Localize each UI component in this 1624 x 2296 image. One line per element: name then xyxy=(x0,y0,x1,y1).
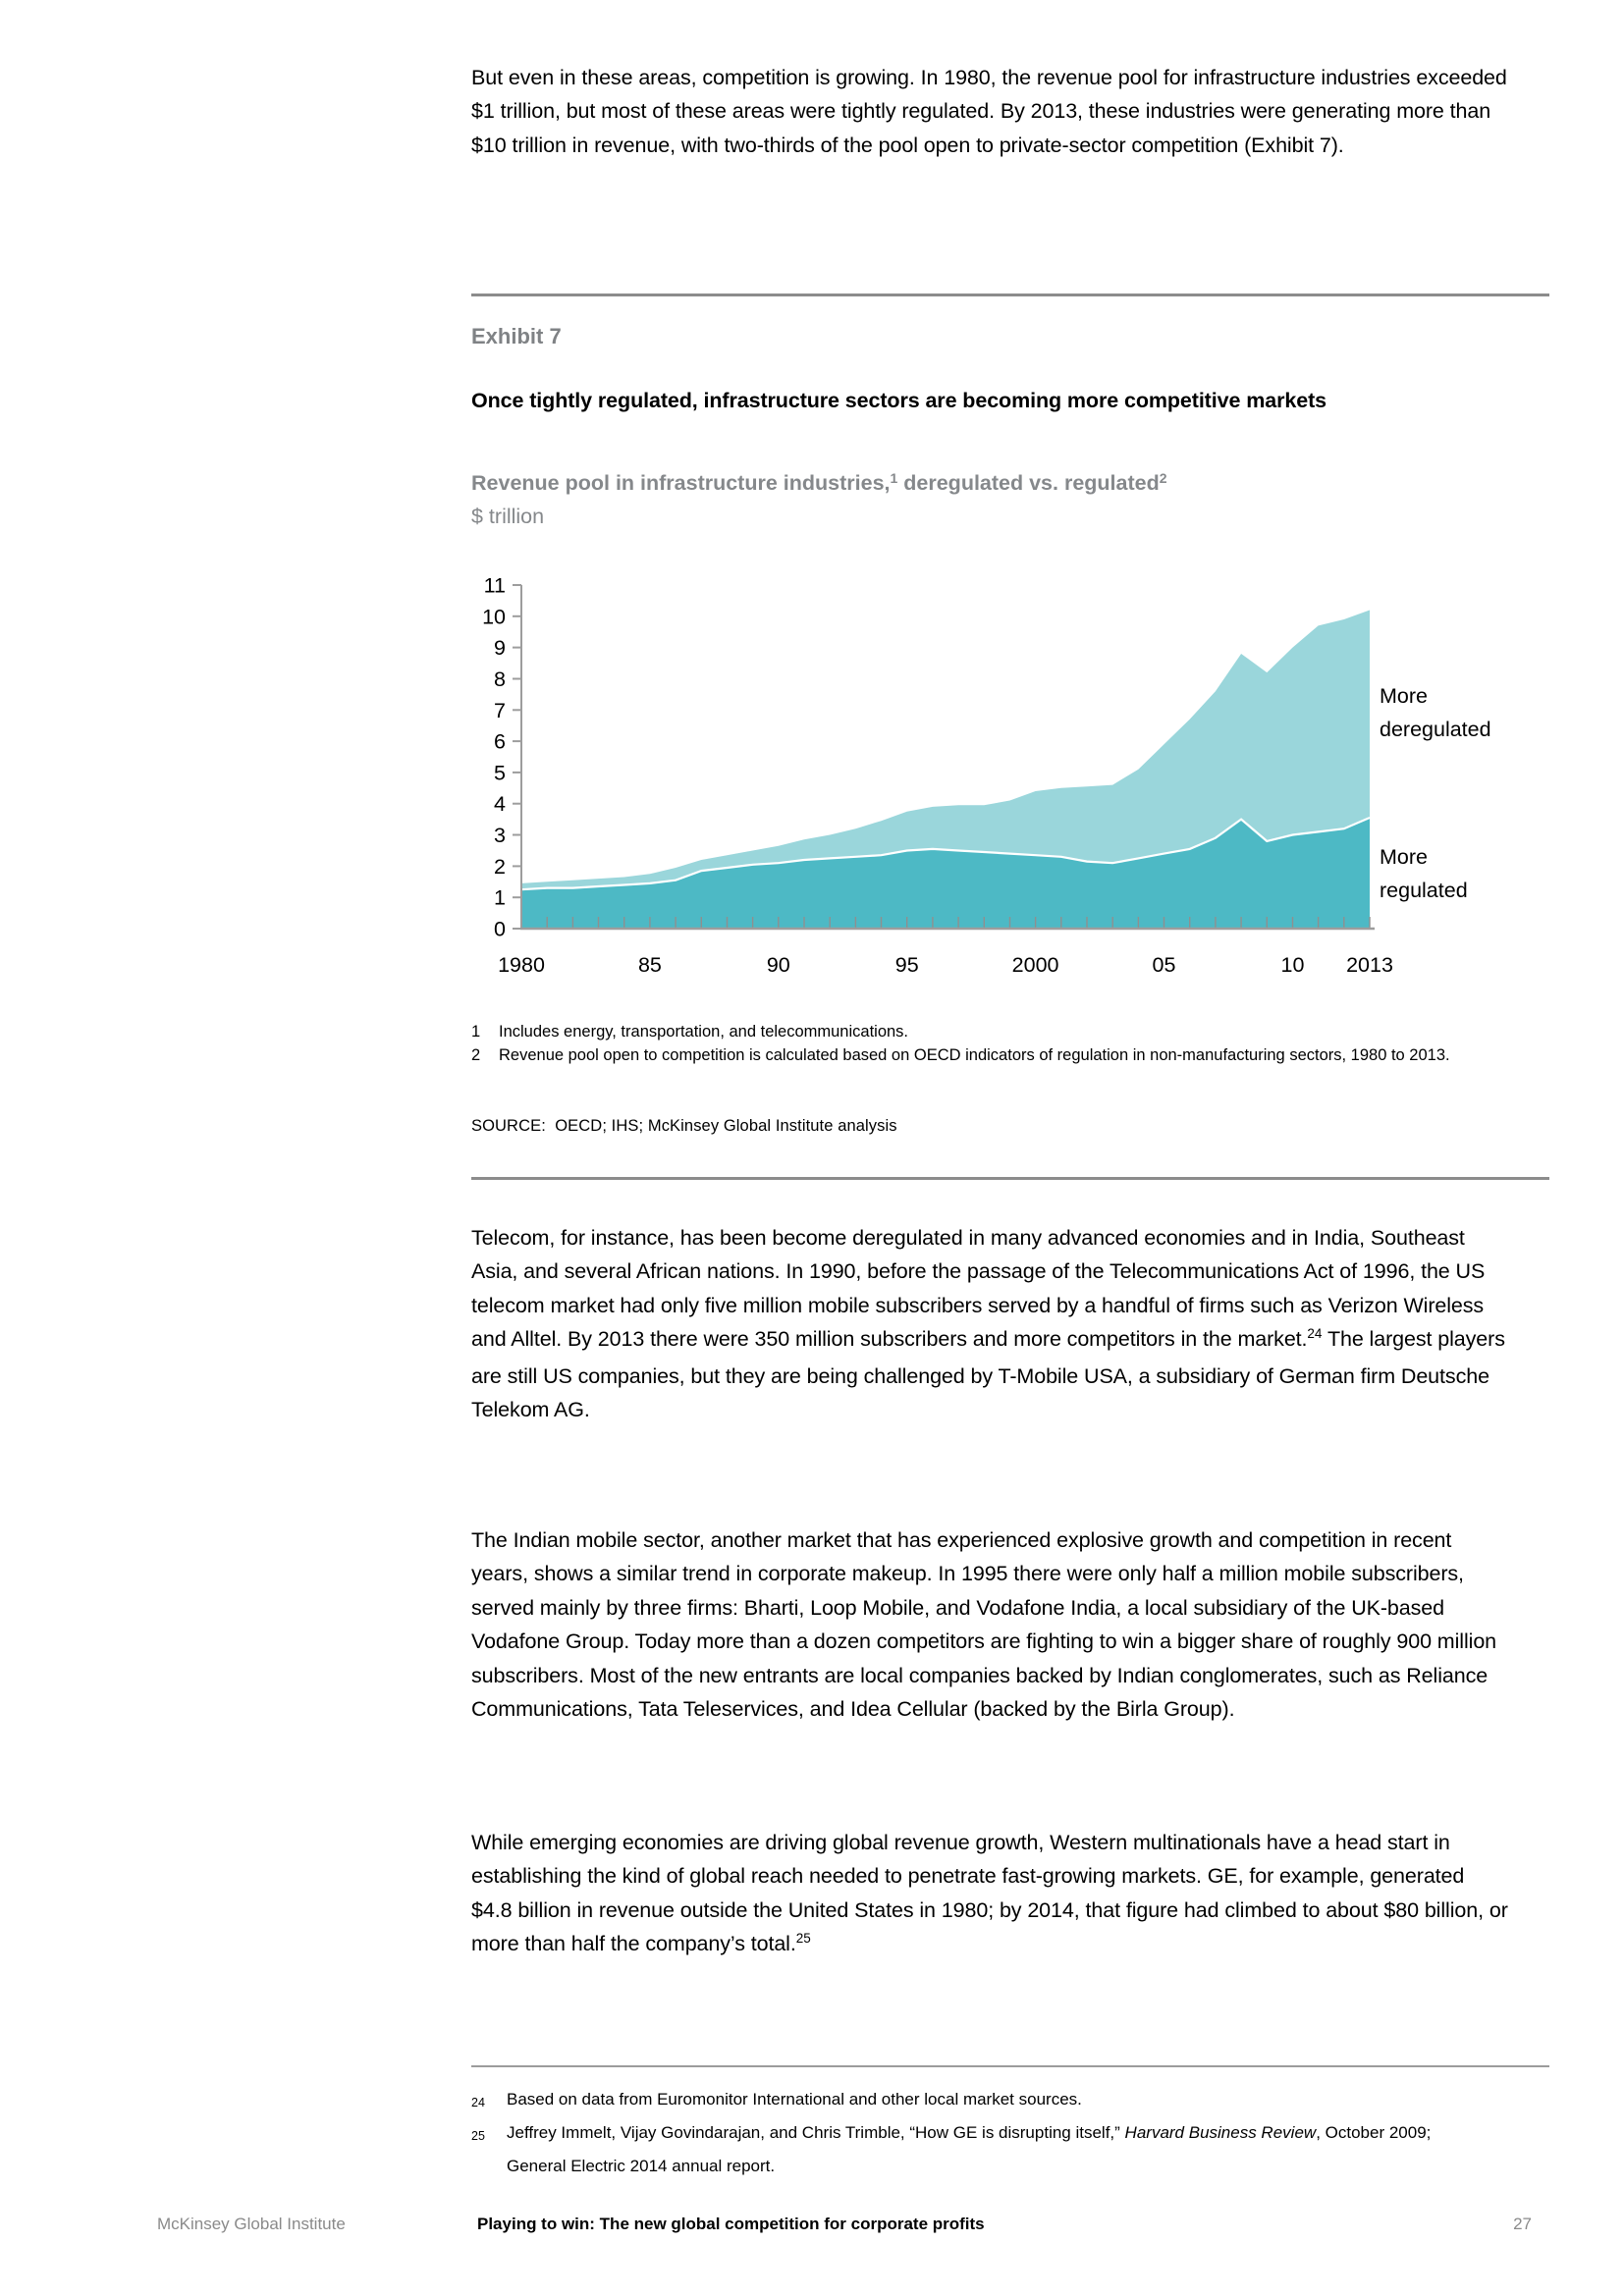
footnote-24-num: 24 xyxy=(471,2096,485,2109)
chart-footnote-1 xyxy=(471,1021,1471,1044)
y-tick-label: 9 xyxy=(494,636,506,661)
y-tick-label: 2 xyxy=(494,854,506,879)
intro-paragraph: But even in these areas, competition is growing. In 1980, the revenue pool for infrastructure industries exceeded $1 trillion, but most of these areas were tightly regulated. By 2013, these industries were generating more than $10 trillion in revenue, with two-thirds of the pool open to private-sector competition (Exhibit 7). xyxy=(471,66,1507,157)
multinationals-paragraph-text: While emerging economies are driving global revenue growth, Western multinationals have a head start in establishing the kind of global reach needed to penetrate fast-growing markets. GE, for example, generated $4.8 billion in revenue outside the United States in 1980; by 2014, that figure had climbed to about $80 billion, or more than half the company’s total. xyxy=(471,1831,1508,1956)
chart-unit-label: $ trillion xyxy=(471,505,545,528)
label-more-deregulated-line2: deregulated xyxy=(1380,718,1491,741)
footnote-marker-24: 24 xyxy=(1307,1326,1323,1342)
y-tick-label: 0 xyxy=(494,917,506,941)
x-tick-label: 05 xyxy=(1152,953,1176,977)
footer-brand: McKinsey Global Institute xyxy=(157,2215,346,2233)
x-tick-label: 95 xyxy=(894,953,919,977)
india-paragraph: The Indian mobile sector, another market that has experienced explosive growth and competition in recent years, shows a similar trend in corporate makeup. In 1995 there were only half a million mobile subscribers, served mainly by three firms: Bharti, Loop Mobile, and Vodafone India, a local subsidiary of the UK-based Vodafone Group. Today more than a dozen competitors are fighting to win a bigger share of roughly 900 million subscribers. Most of the new entrants are local companies backed by Indian conglomerates, such as Reliance Communications, Tata Teleservices, and Idea Cellular (backed by the Birla Group). xyxy=(471,1528,1497,1722)
footer-page-number: 27 xyxy=(1513,2215,1532,2233)
y-tick-label: 1 xyxy=(494,885,506,910)
x-tick-label: 90 xyxy=(766,953,790,977)
label-more-deregulated xyxy=(1380,679,1491,746)
footnote-marker-1: 1 xyxy=(890,470,898,486)
label-more-regulated-line1: More xyxy=(1380,845,1428,869)
chart-subtitle-text2: deregulated vs. regulated xyxy=(897,471,1160,495)
x-tick-label: 10 xyxy=(1280,953,1305,977)
exhibit-label: Exhibit 7 xyxy=(471,324,562,348)
chart-footnote-1-num: 1 xyxy=(471,1023,481,1041)
revenue-chart-svg xyxy=(471,564,1551,996)
footnote-25-text: Jeffrey Immelt, Vijay Govindarajan, and Chris Trimble, “How GE is disrupting itself,” Harvard Business Review, October 2009; General Electric 2014 annual report. xyxy=(507,2123,1432,2175)
x-tick-label: 2000 xyxy=(1011,953,1059,977)
chart-footnote-1-text: Includes energy, transportation, and telecommunications. xyxy=(499,1023,909,1041)
chart-subtitle xyxy=(471,471,1167,496)
footnote-divider xyxy=(471,2065,1549,2067)
footnote-marker-25: 25 xyxy=(795,1931,811,1947)
x-tick-label: 1980 xyxy=(498,953,545,977)
footnote-marker-2: 2 xyxy=(1159,470,1167,486)
y-tick-label: 11 xyxy=(483,573,506,598)
label-more-regulated xyxy=(1380,840,1468,907)
footnote-24-text: Based on data from Euromonitor International and other local market sources. xyxy=(507,2090,1082,2109)
footnote-25 xyxy=(471,2116,1489,2183)
footnote-25-italic: Harvard Business Review xyxy=(1124,2123,1317,2142)
multinationals-paragraph xyxy=(471,1826,1508,1964)
chart-footnote-2 xyxy=(471,1044,1471,1068)
footnote-25-num: 25 xyxy=(471,2129,485,2143)
divider-exhibit-bottom xyxy=(471,1177,1549,1180)
y-tick-label: 6 xyxy=(494,729,506,754)
label-more-regulated-line2: regulated xyxy=(1380,879,1468,902)
chart-footnote-2-num: 2 xyxy=(471,1046,481,1064)
telecom-paragraph xyxy=(471,1221,1508,1426)
y-tick-label: 5 xyxy=(494,761,506,785)
y-tick-label: 3 xyxy=(494,824,506,847)
telecom-paragraph-text: Telecom, for instance, has been become deregulated in many advanced economies and in India, Southeast Asia, and several African nations. In 1990, before the passage of the Telecommunications Act of 1996, the US telecom market had only five million mobile subscribers served by a handful of firms such as Verizon Wireless and Alltel. By 2013 there were 350 million subscribers and more competitors in the market. xyxy=(471,1226,1486,1352)
chart-subtitle-text: Revenue pool in infrastructure industries, xyxy=(471,471,891,495)
y-tick-label: 8 xyxy=(494,667,506,691)
footer-title: Playing to win: The new global competition for corporate profits xyxy=(477,2215,985,2233)
y-tick-label: 10 xyxy=(482,605,506,629)
footnote-24 xyxy=(471,2083,1489,2119)
x-tick-label: 85 xyxy=(637,953,662,977)
x-tick-label: 2013 xyxy=(1346,953,1393,977)
divider-top xyxy=(471,294,1549,296)
y-tick-label: 4 xyxy=(494,792,506,817)
y-tick-label: 7 xyxy=(494,698,506,722)
telecom-paragraph-text2: The largest players are still US companies, but they are being challenged by T-Mobile USA, a subsidiary of German firm Deutsche Telekom AG. xyxy=(471,1327,1505,1422)
source-line: SOURCE: OECD; IHS; McKinsey Global Institute analysis xyxy=(471,1117,897,1135)
label-more-deregulated-line1: More xyxy=(1380,684,1428,708)
exhibit-title: Once tightly regulated, infrastructure sectors are becoming more competitive markets xyxy=(471,389,1326,412)
chart-footnote-2-text: Revenue pool open to competition is calculated based on OECD indicators of regulation in non-manufacturing sectors, 1980 to 2013. xyxy=(499,1046,1450,1064)
